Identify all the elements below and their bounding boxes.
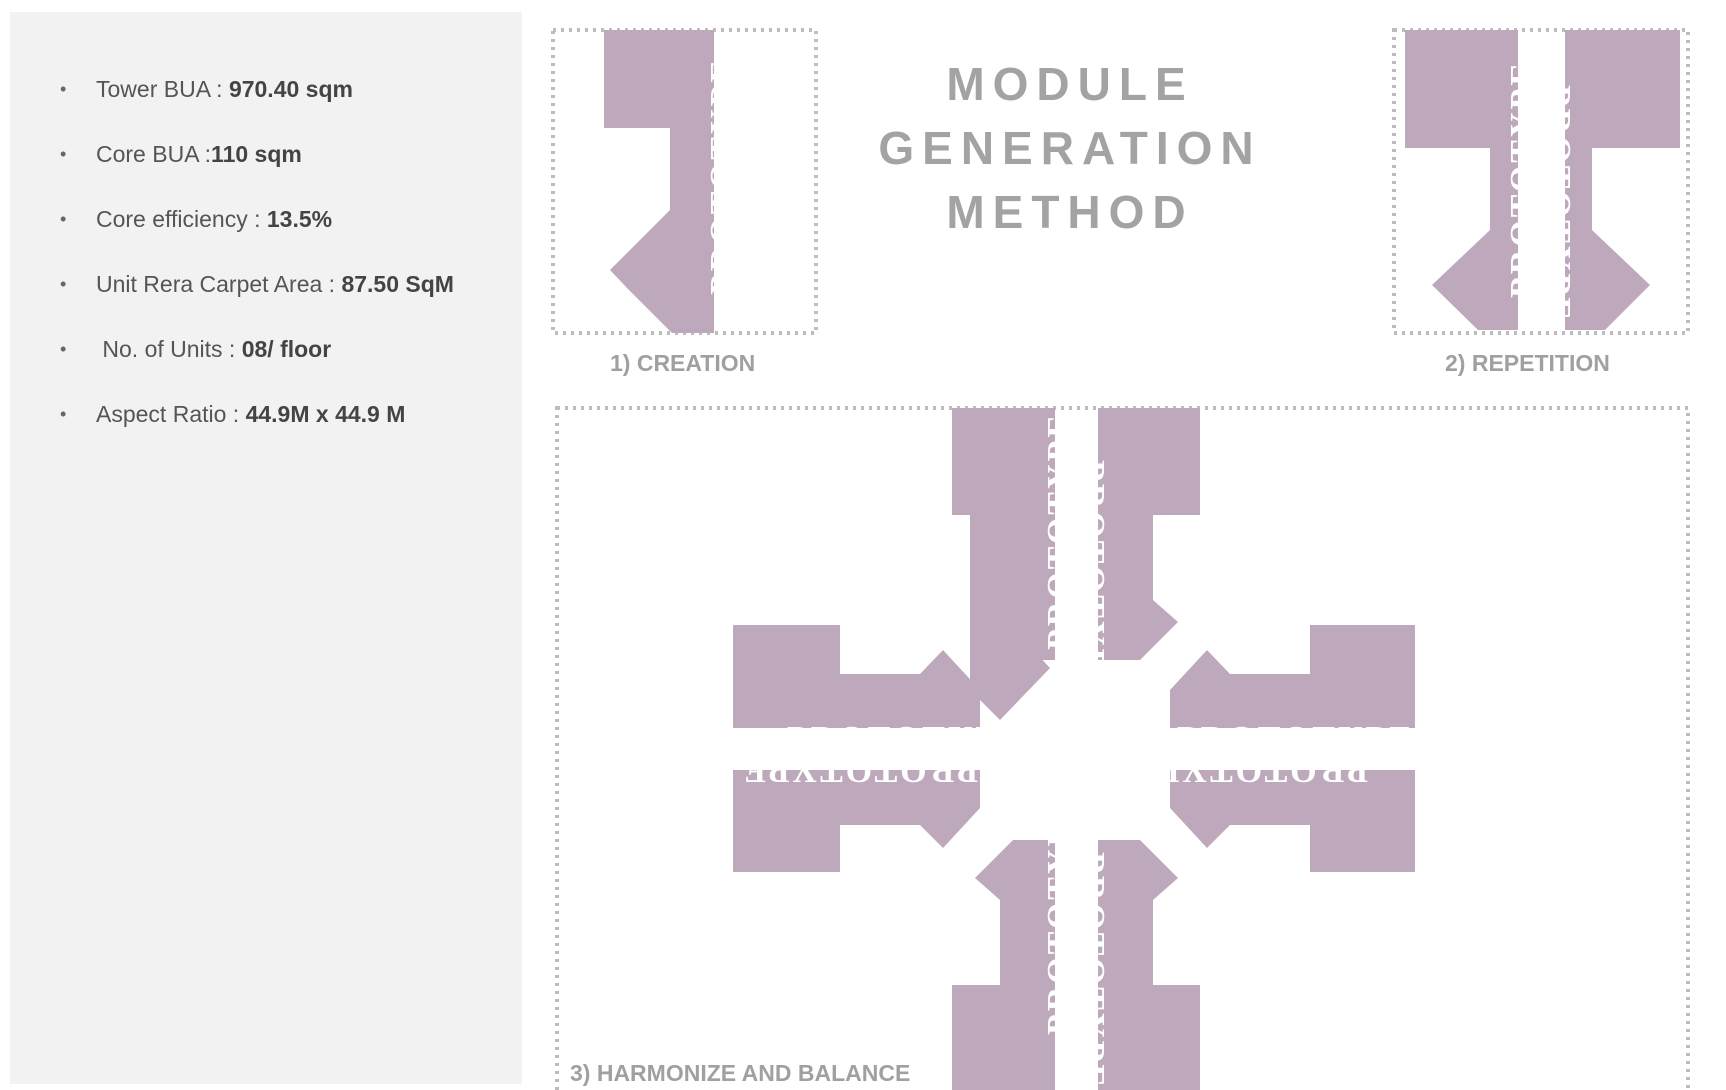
bullet-icon: • [60, 144, 67, 164]
bullet-icon: • [60, 404, 67, 424]
prototype-wing-top-left-final [952, 408, 1055, 660]
prototype-wing [604, 30, 714, 333]
stat-label: No. of Units : [96, 336, 242, 362]
bullet-icon: • [60, 339, 67, 359]
stat-label: Unit Rera Carpet Area : [96, 271, 342, 297]
prototype-wing-right [1565, 30, 1680, 330]
title-line-1: MODULE [946, 58, 1194, 110]
prototype-wing-top-right-final [1098, 408, 1200, 660]
stat-value: 08/ floor [241, 336, 332, 362]
prototype-label-top-a: PROTOTYPE [1041, 412, 1078, 650]
stat-label: Tower BUA : [96, 76, 229, 102]
stat-label: Core BUA : [96, 141, 212, 167]
bullet-icon: • [60, 79, 67, 99]
prototype-label-mirrored: PROTOTYPE [1540, 85, 1577, 323]
title-line-3: METHOD [946, 186, 1194, 238]
prototype-wing-bottom-left-final [952, 840, 1055, 1090]
stat-value: 110 sqm [211, 141, 302, 167]
stat-value: 44.9M x 44.9 M [245, 401, 406, 427]
bullet-icon: • [60, 274, 67, 294]
bullet-icon: • [60, 209, 67, 229]
repetition-module [1405, 30, 1680, 330]
step-creation-caption: 1) CREATION [610, 350, 756, 376]
stat-value: 13.5% [266, 206, 333, 232]
prototype-wing-right-top-final [1170, 625, 1415, 728]
prototype-wing-left-top-final [733, 625, 980, 728]
harmonize-module [733, 408, 1415, 1090]
prototype-wing-bottom-right-final [1098, 840, 1200, 1090]
stat-value: 970.40 sqm [228, 76, 353, 102]
prototype-label-left-b: PROTOTYPE [740, 752, 978, 789]
stat-label: Core efficiency : [96, 206, 267, 232]
prototype-label-right-a: PROTOTYPE [1177, 720, 1415, 757]
stat-value: 87.50 SqM [341, 271, 454, 297]
step-harmonize-caption: 3) HARMONIZE AND BALANCE [570, 1060, 911, 1086]
prototype-label: PROTOTYPE [704, 57, 741, 295]
prototype-label: PROTOTYPE [1504, 60, 1541, 298]
prototype-label-right-b: PROTOTYPE [1130, 752, 1368, 789]
prototype-label-top-b: PROTOTYPE [1074, 460, 1111, 698]
prototype-label-bottom-a: PROTOTYPE [1041, 797, 1078, 1035]
prototype-label-bottom-b: PROTOTYPE [1074, 852, 1111, 1090]
step-repetition-caption: 2) REPETITION [1445, 350, 1610, 376]
title-line-2: GENERATION [878, 122, 1262, 174]
prototype-wing-left [1405, 30, 1518, 330]
stat-label: Aspect Ratio : [96, 401, 246, 427]
creation-module [604, 30, 741, 333]
page-title [820, 52, 1320, 244]
prototype-label-left-a: PROTOTYPE [787, 720, 1025, 757]
